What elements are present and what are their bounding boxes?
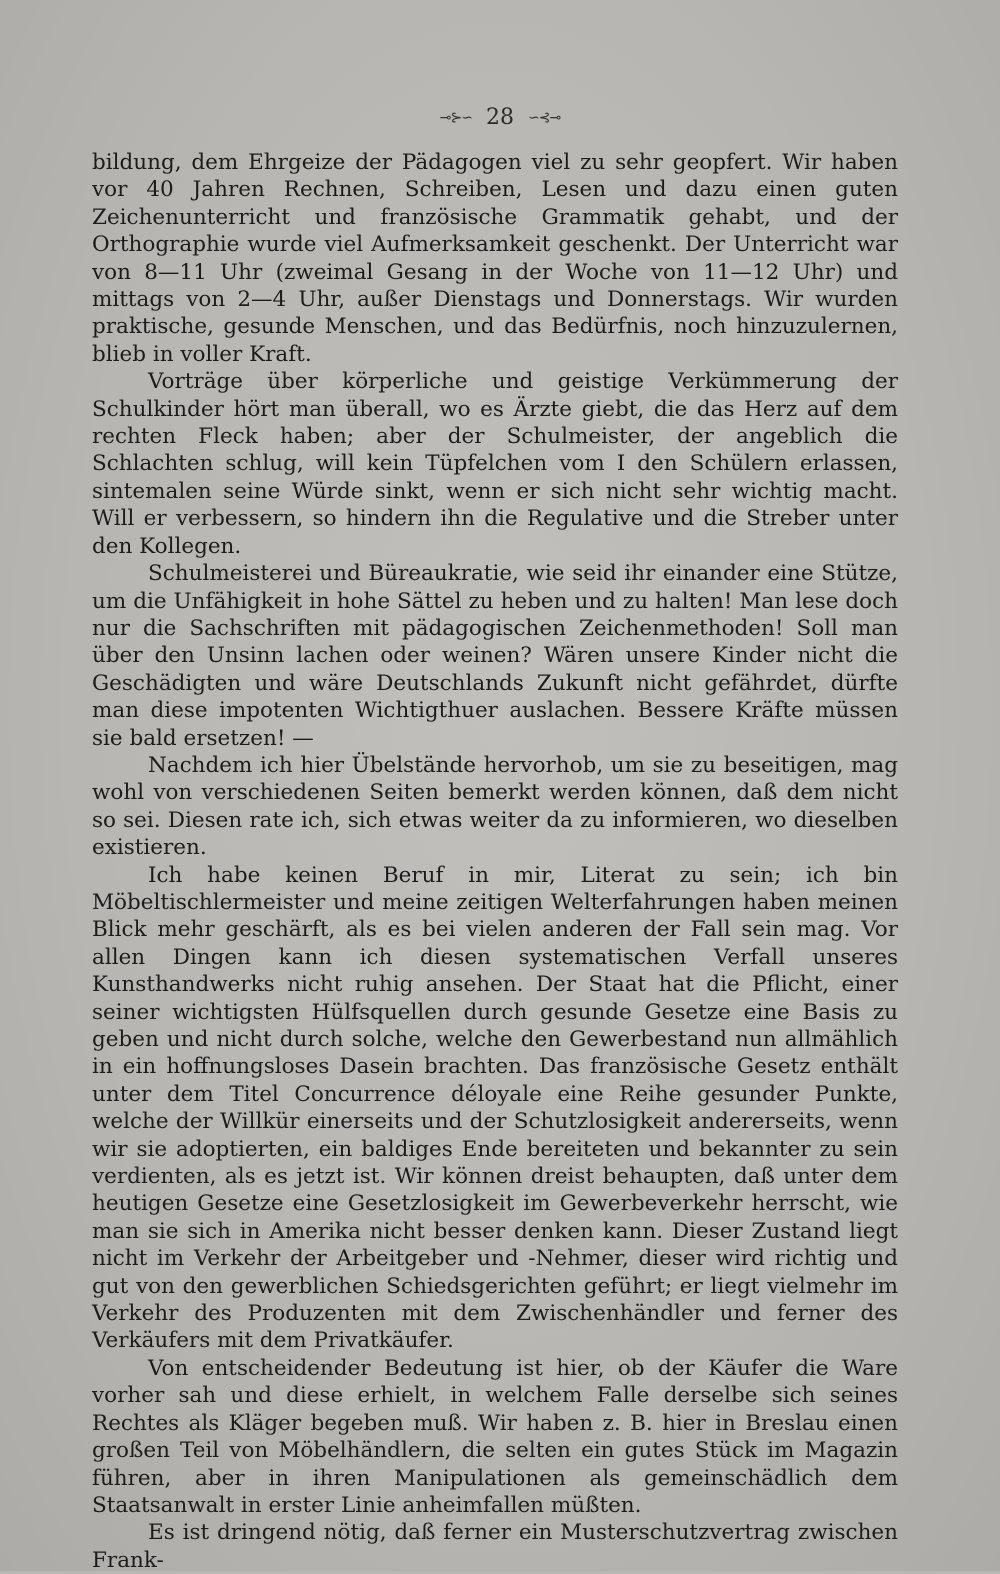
page-number: 28 <box>486 105 514 130</box>
paragraph-3: Schulmeisterei und Büreaukratie, wie seid ihr einander eine Stütze, um die Unfähigkeit in hohe Sättel zu heben und zu halten! Man lese doch nur die Sachschriften mit pädagogischen Zeichenmethoden! Soll man über den Unsinn lachen oder weinen? Wären unsere Kinder nicht die Geschädigten und wäre Deutschlands Zukunft nicht gefährdet, dürfte man diese impotenten Wichtigthuer auslachen. Bessere Kräfte müssen sie bald ersetzen! — <box>92 561 898 751</box>
paragraph-5: Ich habe keinen Beruf in mir, Literat zu sein; ich bin Möbeltischlermeister und meine zeitigen Welterfahrungen haben meinen Blick mehr geschärft, als es bei vielen anderen der Fall sein mag. Vor allen Dingen kann ich diesen systematischen Verfall unseres Kunsthandwerks nicht ruhig ansehen. Der Staat hat die Pflicht, einer seiner wichtigsten Hülfsquellen durch gesunde Gesetze eine Basis zu geben und nicht durch solche, welche den Gewerbestand nun allmählich in ein hoffnungsloses Dasein brachten. Das französische Gesetz enthält unter dem Titel Concurrence déloyale eine Reihe gesunder Punkte, welche der Willkür einerseits und der Schutzlosigkeit andererseits, wenn wir sie adoptierten, ein baldiges Ende bereiteten und bekannter zu sein verdienten, als es jetzt ist. Wir können dreist behaupten, daß unter dem heutigen Gesetze eine Gesetzlosigkeit im Gewerbeverkehr herrscht, wie man sie sich in Amerika nicht besser denken kann. Dieser Zustand liegt nicht im Verkehr der Arbeitgeber und -Nehmer, dieser wird richtig und gut von den gewerblichen Schiedsgerichten geführt; er liegt vielmehr im Verkehr des Produzenten mit dem Zwischenhändler und ferner des Verkäufers mit dem Privatkäufer. <box>92 862 898 1354</box>
paragraph-4: Nachdem ich hier Übelstände hervorhob, um sie zu beseitigen, mag wohl von verschiedenen Seiten bemerkt werden können, daß dem nicht so sei. Diesen rate ich, sich etwas weiter da zu informieren, wo dieselben existieren. <box>92 752 898 861</box>
paragraph-1: bildung, dem Ehrgeize der Pädagogen viel zu sehr geopfert. Wir haben vor 40 Jahren Rechnen, Schreiben, Lesen und dazu einen guten Zeichenunterricht und französische Grammatik gehabt, und der Orthographie wurde viel Aufmerksamkeit geschenkt. Der Unterricht war von 8—11 Uhr (zweimal Gesang in der Woche von 11—12 Uhr) und mittags von 2—4 Uhr, außer Dienstags und Donnerstags. Wir wurden praktische, gesunde Menschen, und das Bedürfnis, noch hinzuzulernen, blieb in voller Kraft. <box>92 150 898 367</box>
paragraph-2: Vorträge über körperliche und geistige Verkümmerung der Schulkinder hört man überall, wo es Ärzte giebt, die das Herz auf dem rechten Fleck haben; aber der Schulmeister, der angeblich die Schlachten schlug, will kein Tüpfelchen vom I den Schülern erlassen, sintemalen seine Würde sinkt, wenn er sich nicht sehr wichtig macht. Will er verbessern, so hindern ihn die Regulative und die Streber unter den Kollegen. <box>92 369 898 559</box>
paragraph-7: Es ist dringend nötig, daß ferner ein Musterschutzvertrag zwischen Frank- <box>92 1520 898 1573</box>
page-body <box>92 149 898 1574</box>
ornament-left-icon: ⊸⊱∽ <box>439 110 472 126</box>
ornament-right-icon: ∽⊰⊸ <box>528 110 561 126</box>
page-header <box>0 100 1000 136</box>
paragraph-6: Von entscheidender Bedeutung ist hier, ob der Käufer die Ware vorher sah und diese erhielt, in welchem Falle derselbe sich seines Rechtes als Kläger begeben muß. Wir haben z. B. hier in Breslau einen großen Teil von Möbelhändlern, die selten ein gutes Stück im Magazin führen, aber in ihren Manipulationen als gemeinschädlich dem Staatsanwalt in erster Linie anheimfallen müßten. <box>92 1355 898 1518</box>
